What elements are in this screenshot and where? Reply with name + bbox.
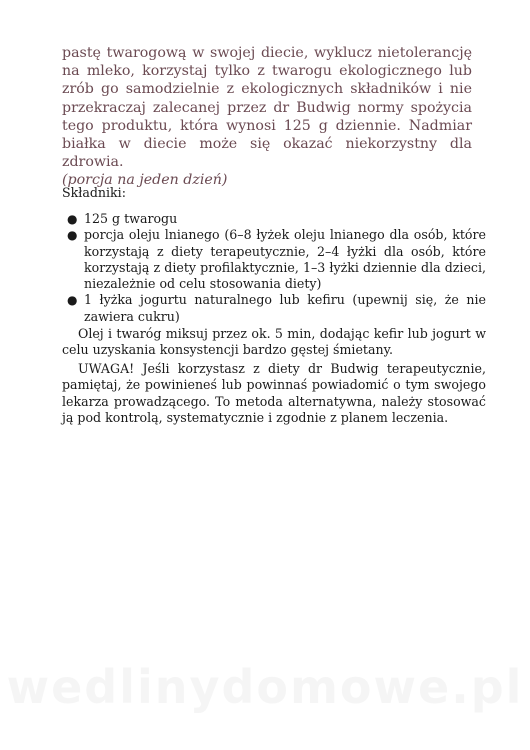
portion-note: (porcja na jeden dzień) xyxy=(62,172,228,189)
bullet-icon: ● xyxy=(67,293,78,308)
ingredients-heading: Składniki: xyxy=(62,185,126,200)
bullet-icon: ● xyxy=(67,212,78,226)
intro-text: pastę twarogową w swojej diecie, wyklucz nietolerancję na mleko, korzystaj tylko z twarogu ekologicznego lub zrób go samodzielnie z ekologicznych składników i nie przekraczaj zalecanej przez dr Budwig normy spożycia tego produktu, która wynosi 125 g dziennie. Nadmiar białka w diecie może się okazać niekorzystny dla zdrowia. xyxy=(62,45,472,171)
ingredient-text: 1 łyżka jogurtu naturalnego lub kefiru (upewnij się, że nie zawiera cukru) xyxy=(84,292,486,324)
ingredients-list xyxy=(62,211,486,325)
ingredient-text: porcja oleju lnianego (6–8 łyżek oleju lnianego dla osób, które korzystają z diety terapeutycznie, 2–4 łyżki dla osób, które korzystają z diety profilaktycznie, 1–3 łyżki dziennie dla dzieci, niezależnie od celu stosowania diety) xyxy=(84,227,486,292)
ingredient-text: 125 g twarogu xyxy=(84,211,178,226)
intro-paragraph xyxy=(62,44,472,190)
list-item xyxy=(62,292,486,325)
watermark: wedlinydomowe.pl xyxy=(6,660,524,714)
warning-paragraph: UWAGA! Jeśli korzystasz z diety dr Budwig terapeutycznie, pamiętaj, że powinieneś lub powinnaś powiadomić o tym swojego lekarza prowadzącego. To metoda alternatywna, należy stosować ją pod kontrolą, systematycznie i zgodnie z planem leczenia. xyxy=(62,361,486,425)
list-item xyxy=(62,211,486,227)
list-item xyxy=(62,227,486,292)
instruction-paragraph: Olej i twaróg miksuj przez ok. 5 min, dodając kefir lub jogurt w celu uzyskania konsystencji bardzo gęstej śmietany. xyxy=(62,326,486,358)
bullet-icon: ● xyxy=(67,228,78,243)
